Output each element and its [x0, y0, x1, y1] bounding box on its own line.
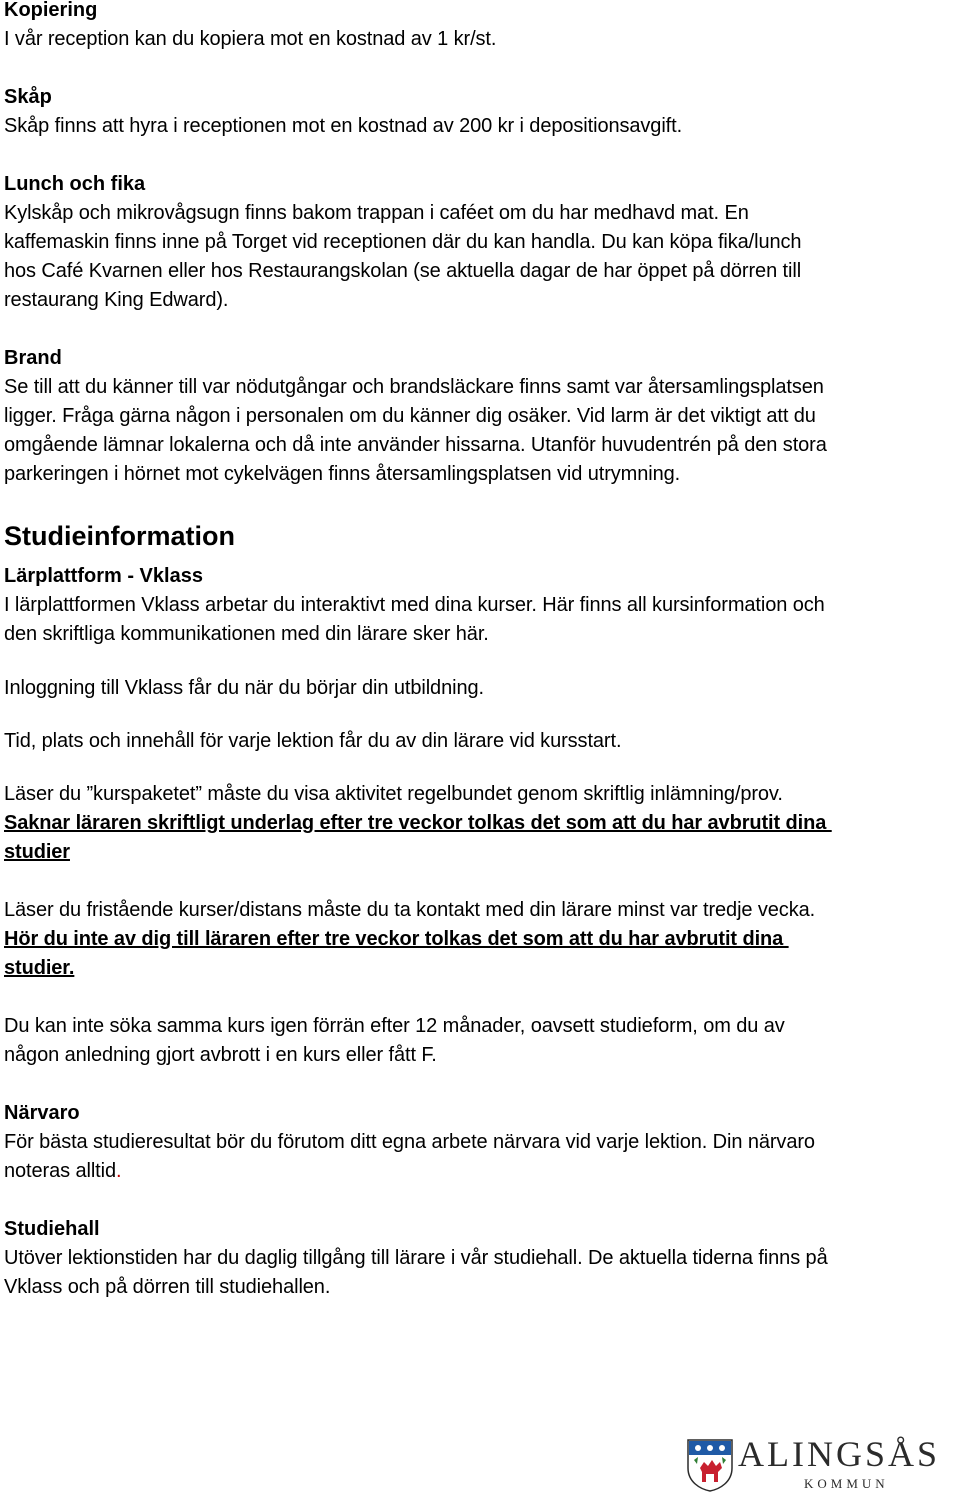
heading-skap: Skåp: [4, 86, 52, 108]
text-kopiering: I vår reception kan du kopiera mot en kostnad av 1 kr/st.: [4, 28, 497, 50]
text-lunch-line: Kylskåp och mikrovågsugn finns bakom trappan i caféet om du har medhavd mat. En: [4, 202, 749, 224]
text-larplattform-line: den skriftliga kommunikationen med din lärare sker här.: [4, 623, 489, 645]
text-studiehall-line: Vklass och på dörren till studiehallen.: [4, 1276, 331, 1298]
text-lunch-line: restaurang King Edward).: [4, 289, 229, 311]
section-brand: [4, 344, 959, 489]
text-tid: Tid, plats och innehåll för varje lektion får du av din lärare vid kursstart.: [4, 730, 622, 752]
text-login: Inloggning till Vklass får du när du börjar din utbildning.: [4, 677, 484, 699]
section-lunch: [4, 170, 959, 315]
warning-fristaende: studier.: [4, 957, 75, 979]
red-period: .: [116, 1160, 122, 1182]
text-larplattform-line: I lärplattformen Vklass arbetar du interaktivt med dina kurser. Här finns all kursinformation och: [4, 594, 825, 616]
warning-fristaende: Hör du inte av dig till läraren efter tre veckor tolkas det som att du har avbrutit dina: [4, 928, 789, 950]
heading-studiehall: Studiehall: [4, 1218, 100, 1240]
alingsas-kommun-logo: [686, 1432, 958, 1494]
heading-brand: Brand: [4, 347, 62, 369]
logo-name: ALINGSÅS: [738, 1434, 941, 1474]
text-brand-line: Se till att du känner till var nödutgångar och brandsläckare finns samt var återsamlingsplatsen: [4, 376, 824, 398]
heading-narvaro: Närvaro: [4, 1102, 80, 1124]
text-fristaende: Läser du fristående kurser/distans måste du ta kontakt med din lärare minst var tredje vecka.: [4, 899, 816, 921]
section-kopiering: [4, 0, 959, 54]
warning-kurspaket: studier: [4, 841, 70, 863]
text-lunch-line: kaffemaskin finns inne på Torget vid receptionen där du kan handla. Du kan köpa fika/lunch: [4, 231, 802, 253]
logo-sub: KOMMUN: [804, 1476, 889, 1491]
heading-kopiering: Kopiering: [4, 0, 98, 21]
text-brand-line: ligger. Fråga gärna någon i personalen om du känner dig osäker. Vid larm är det viktigt att du: [4, 405, 816, 427]
document-page: [4, 0, 959, 1302]
text-kurspaket: Läser du ”kurspaketet” måste du visa aktivitet regelbundet genom skriftlig inlämning/prov.: [4, 783, 783, 805]
heading-lunch: Lunch och fika: [4, 173, 146, 195]
section-larplattform: [4, 562, 959, 1070]
text-brand-line: parkeringen i hörnet mot cykelvägen finns återsamlingsplatsen vid utrymning.: [4, 463, 681, 485]
section-studiehall: [4, 1215, 959, 1302]
heading-larplattform: Lärplattform - Vklass: [4, 565, 203, 587]
text-avbrott: Du kan inte söka samma kurs igen förrän efter 12 månader, oavsett studieform, om du av: [4, 1015, 785, 1037]
crest-icon: [686, 1438, 734, 1492]
section-skap: [4, 83, 959, 141]
section-narvaro: [4, 1099, 959, 1186]
text-avbrott: någon anledning gjort avbrott i en kurs eller fått F.: [4, 1044, 437, 1066]
text-skap: Skåp finns att hyra i receptionen mot en kostnad av 200 kr i depositionsavgift.: [4, 115, 683, 137]
text-narvaro-line: För bästa studieresultat bör du förutom ditt egna arbete närvara vid varje lektion. Din närvaro: [4, 1131, 815, 1153]
text-narvaro-last: noteras alltid: [4, 1160, 116, 1182]
text-lunch-line: hos Café Kvarnen eller hos Restaurangskolan (se aktuella dagar de har öppet på dörren till: [4, 260, 802, 282]
warning-kurspaket: Saknar läraren skriftligt underlag efter tre veckor tolkas det som att du har avbrutit dina: [4, 812, 832, 834]
text-studiehall-line: Utöver lektionstiden har du daglig tillgång till lärare i vår studiehall. De aktuella tiderna finns på: [4, 1247, 828, 1269]
text-narvaro-line: [4, 1157, 959, 1186]
text-brand-line: omgående lämnar lokalerna och då inte använder hissarna. Utanför huvudentrén på den stora: [4, 434, 827, 456]
page-title-studieinformation: Studieinformation: [4, 521, 235, 551]
